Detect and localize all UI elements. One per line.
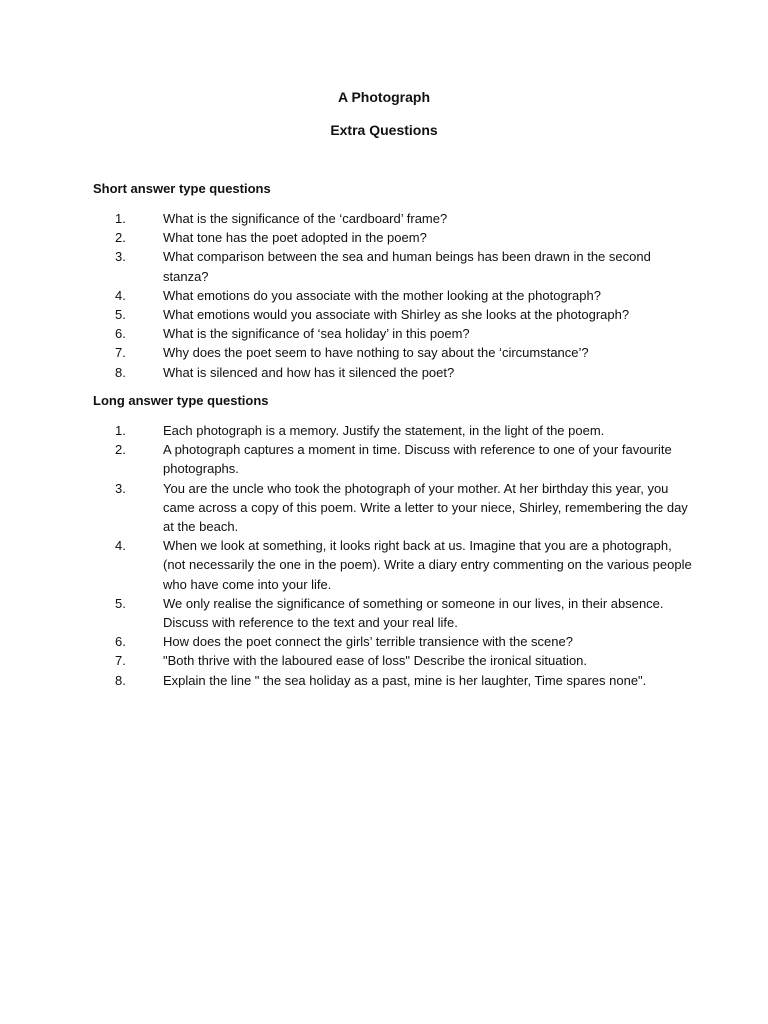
question-number: 6. [115,326,126,342]
short-question-item [93,305,693,324]
long-answer-list [93,421,693,690]
question-text: What is silenced and how has it silenced the poet? [163,364,455,380]
question-text: What emotions do you associate with the mother looking at the photograph? [163,287,601,303]
long-question-item [93,594,693,632]
question-number: 7. [115,653,126,669]
question-text: You are the uncle who took the photograph of your mother. At her birthday this year, you came across a copy of this poem. Write a letter to your niece, Shirley, remembering the day at the beach. [163,480,688,535]
long-question-item [93,671,693,690]
short-question-item [93,228,693,247]
document-title: A Photograph [337,89,431,105]
question-text: How does the poet connect the girls’ terrible transience with the scene? [163,634,573,650]
question-number: 7. [115,345,126,361]
question-text: What emotions would you associate with Shirley as she looks at the photograph? [163,307,630,323]
short-question-item [93,363,693,382]
document-subtitle: Extra Questions [330,122,438,138]
question-number: 8. [115,672,126,688]
short-question-item [93,286,693,305]
question-number: 4. [115,538,126,554]
short-answer-heading: Short answer type questions [93,181,271,196]
question-number: 1. [115,423,126,438]
long-question-item [93,632,693,651]
long-question-item [93,479,693,537]
long-question-item [93,421,693,440]
short-question-item [93,324,693,343]
question-text: Each photograph is a memory. Justify the statement, in the light of the poem. [163,423,605,438]
question-text: When we look at something, it looks right back at us. Imagine that you are a photograph, (not necessarily the one in the poem). Write a diary entry commenting on the various people who have come into your life. [163,538,692,592]
long-question-item [93,440,693,478]
question-number: 2. [115,230,126,246]
question-text: A photograph captures a moment in time. Discuss with reference to one of your favourite photographs. [163,442,672,477]
long-question-item [93,536,693,594]
question-text: "Both thrive with the laboured ease of loss" Describe the ironical situation. [163,653,588,669]
short-question-item [93,209,693,228]
long-answer-heading: Long answer type questions [93,393,269,408]
question-number: 5. [115,307,126,323]
question-number: 4. [115,287,126,303]
question-text: What tone has the poet adopted in the poem? [163,230,427,246]
question-text: What is the significance of the ‘cardboard’ frame? [163,211,448,226]
question-number: 2. [115,442,126,458]
question-text: Explain the line " the sea holiday as a past, mine is her laughter, Time spares none". [163,672,647,688]
question-text: We only realise the significance of something or someone in our lives, in their absence. Discuss with reference to the text and your real life. [163,595,664,631]
long-question-item [93,651,693,670]
short-question-item [93,343,693,362]
question-number: 6. [115,634,126,650]
question-number: 1. [115,211,126,226]
question-text: Why does the poet seem to have nothing to say about the ‘circumstance’? [163,345,589,361]
question-text: What is the significance of ‘sea holiday’ in this poem? [163,326,470,342]
question-number: 3. [115,249,126,265]
question-text: What comparison between the sea and human beings has been drawn in the second stanza? [163,249,651,284]
question-number: 3. [115,480,126,496]
question-number: 8. [115,364,126,380]
short-answer-list [93,209,693,382]
question-number: 5. [115,595,126,611]
short-question-item [93,247,693,285]
